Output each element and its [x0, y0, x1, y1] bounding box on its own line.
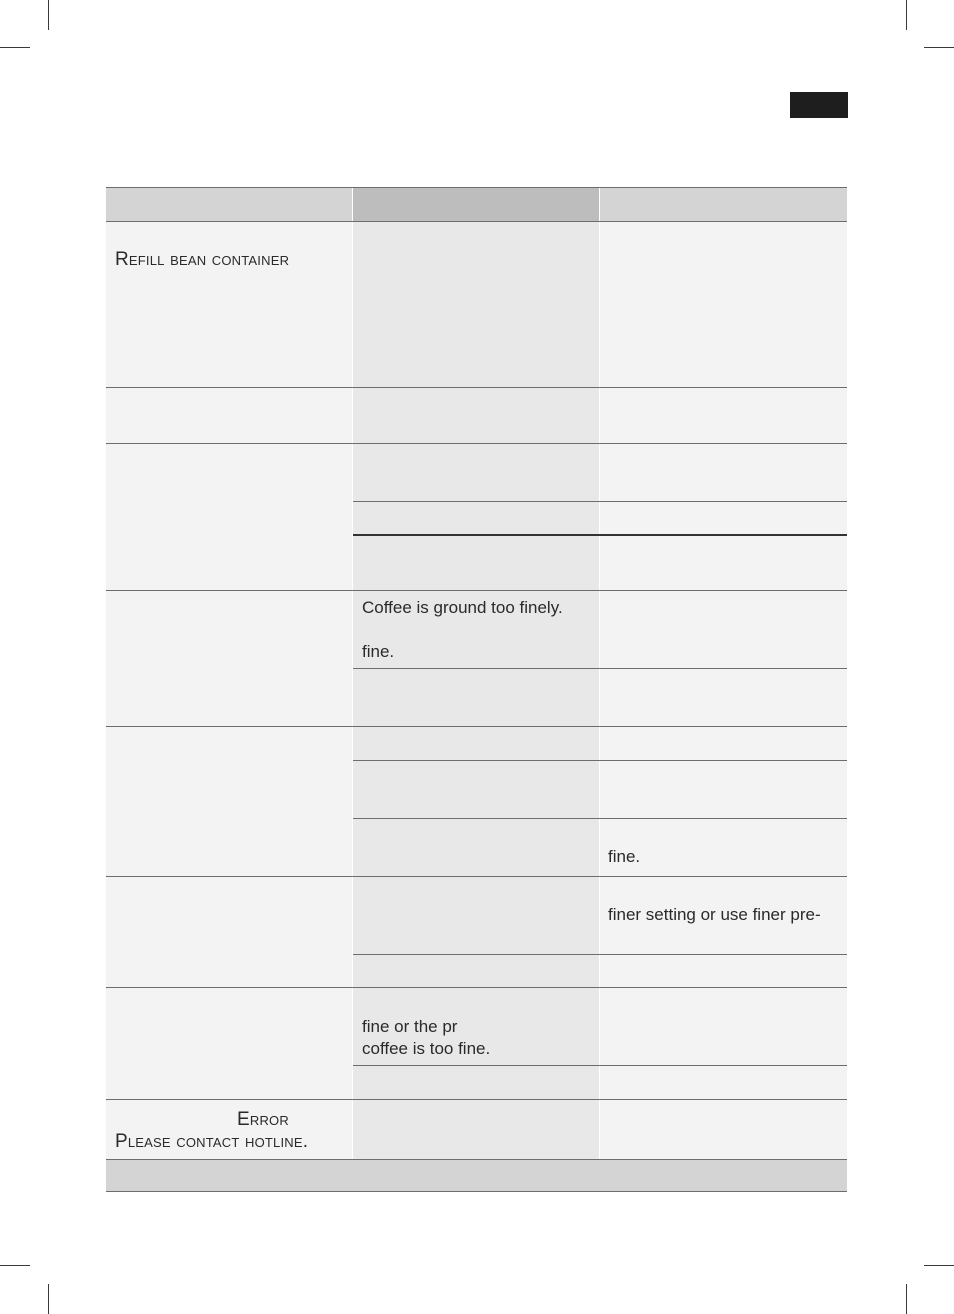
subrow-divider	[353, 818, 847, 819]
cause-coffee-too-fine: coffee is too fine.	[362, 1039, 491, 1058]
remedy-finer-setting: finer setting or use finer pre-	[608, 905, 821, 924]
subrow-divider	[353, 760, 847, 761]
row-divider	[106, 1191, 847, 1192]
crop-mark	[906, 0, 907, 30]
column-remedy	[600, 222, 847, 1160]
status-refill-bean-container: Refill bean container	[115, 249, 290, 270]
row-divider	[106, 187, 847, 188]
row-divider	[106, 876, 847, 877]
column-separator	[599, 188, 600, 1160]
crop-mark	[48, 1284, 49, 1314]
crop-mark	[48, 0, 49, 30]
crop-mark	[906, 1284, 907, 1314]
subrow-divider	[353, 954, 847, 955]
row-divider	[106, 1099, 847, 1100]
row-divider	[106, 387, 847, 388]
subrow-divider	[353, 501, 847, 502]
crop-mark	[0, 1265, 30, 1266]
row-divider	[106, 987, 847, 988]
status-contact-hotline: Please contact hotline.	[115, 1131, 309, 1152]
remedy-fine-word: fine.	[608, 847, 641, 866]
header-cell-status	[106, 188, 353, 222]
row-divider	[106, 221, 847, 222]
table-footer	[106, 1160, 847, 1192]
subrow-divider	[353, 668, 847, 669]
row-divider	[106, 726, 847, 727]
column-status	[106, 222, 353, 1160]
row-divider	[106, 443, 847, 444]
status-error: Error	[237, 1109, 289, 1130]
subrow-divider	[353, 534, 847, 536]
cause-ground-too-finely: Coffee is ground too finely.	[362, 598, 563, 617]
row-divider	[106, 590, 847, 591]
header-cell-remedy	[600, 188, 847, 222]
crop-mark	[924, 1265, 954, 1266]
language-tab	[790, 92, 848, 118]
cause-fine-or-pr: fine or the pr	[362, 1017, 458, 1036]
cause-fine-word: fine.	[362, 642, 395, 661]
row-divider	[106, 1159, 847, 1160]
header-cell-cause	[353, 188, 600, 222]
subrow-divider	[353, 1065, 847, 1066]
column-separator	[352, 188, 353, 1160]
crop-mark	[924, 47, 954, 48]
crop-mark	[0, 47, 30, 48]
